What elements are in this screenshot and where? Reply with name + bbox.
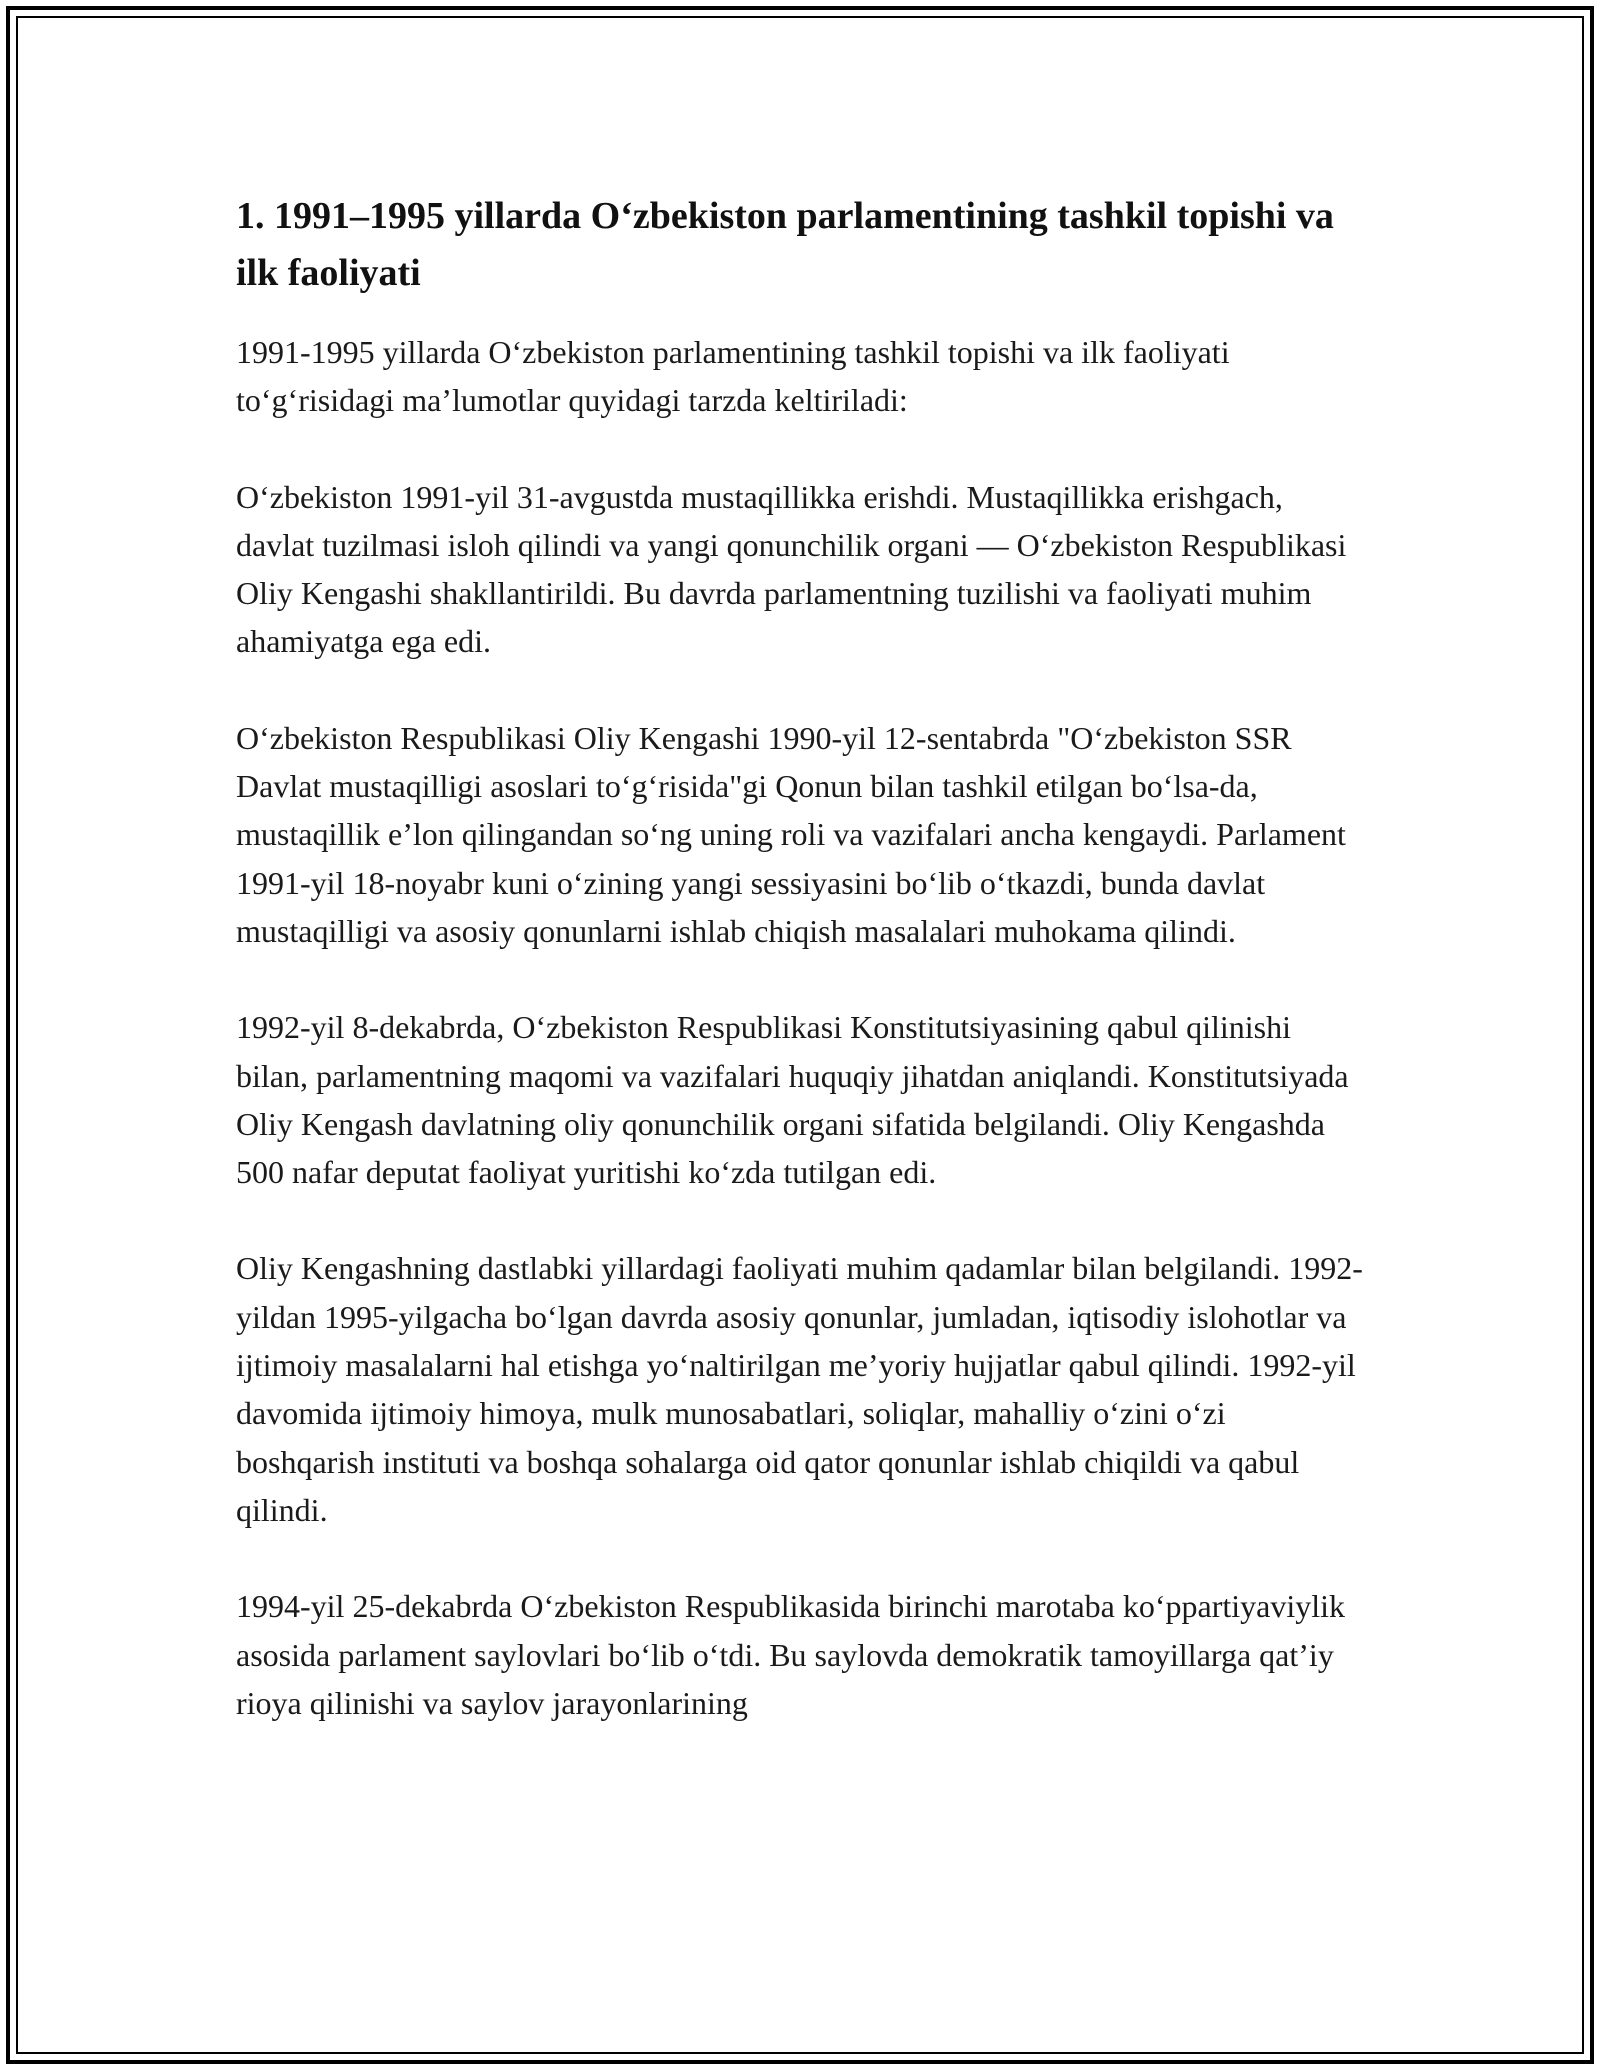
paragraph-constitution: 1992-yil 8-dekabrda, O‘zbekiston Respublikasi Konstitutsiyasining qabul qilinishi bilan, parlamentning maqomi va vazifalari huquqiy jihatdan aniqlandi. Konstitutsiyada Oliy Kengash davlatning oliy qonunchilik organi sifatida belgilandi. Oliy Kengashda 500 nafar deputat faoliyat yuritishi ko‘zda tutilgan edi. (236, 1009, 1349, 1191)
paragraph-elections: 1994-yil 25-dekabrda O‘zbekiston Respublikasida birinchi marotaba ko‘ppartiyaviylik asosida parlament saylovlari bo‘lib o‘tdi. Bu saylovda demokratik tamoyillarga qat’iy rioya qilinishi va saylov jarayonlarining (236, 1588, 1346, 1721)
paragraph-intro: 1991-1995 yillarda O‘zbekiston parlamentining tashkil topishi va ilk faoliyati to‘g‘risidagi ma’lumotlar quyidagi tarzda keltiriladi: (236, 334, 1230, 419)
paragraph-independence: O‘zbekiston 1991-yil 31-avgustda mustaqillikka erishdi. Mustaqillikka erishgach, davlat tuzilmasi isloh qilindi va yangi qonunchilik organi — O‘zbekiston Respublikasi Oliy Kengashi shakllantirildi. Bu davrda parlamentning tuzilishi va faoliyati muhim ahamiyatga ega edi. (236, 478, 1347, 660)
paragraph-supreme-council: O‘zbekiston Respublikasi Oliy Kengashi 1990-yil 12-sentabrda "O‘zbekiston SSR Davlat mustaqilligi asoslari to‘g‘risida"gi Qonun bilan tashkil etilgan bo‘lsa-da, mustaqillik e’lon qilingandan so‘ng uning roli va vazifalari ancha kengaydi. Parlament 1991-yil 18-noyabr kuni o‘zining yangi sessiyasini bo‘lib o‘tkazdi, bunda davlat mustaqilligi va asosiy qonunlarni ishlab chiqish masalalari muhokama qilindi. (236, 719, 1346, 949)
document-body (236, 188, 1366, 1727)
paragraph-early-activity: Oliy Kengashning dastlabki yillardagi faoliyati muhim qadamlar bilan belgilandi. 1992-yildan 1995-yilgacha bo‘lgan davrda asosiy qonunlar, jumladan, iqtisodiy islohotlar va ijtimoiy masalalarni hal etishga yo‘naltirilgan me’yoriy hujjatlar qabul qilindi. 1992-yil davomida ijtimoiy himoya, mulk munosabatlari, soliqlar, mahalliy o‘zini o‘zi boshqarish instituti va boshqa sohalarga oid qator qonunlar ishlab chiqildi va qabul qilindi. (236, 1250, 1363, 1528)
document-title: 1. 1991–1995 yillarda O‘zbekiston parlamentining tashkil topishi va ilk faoliyati (236, 195, 1334, 294)
